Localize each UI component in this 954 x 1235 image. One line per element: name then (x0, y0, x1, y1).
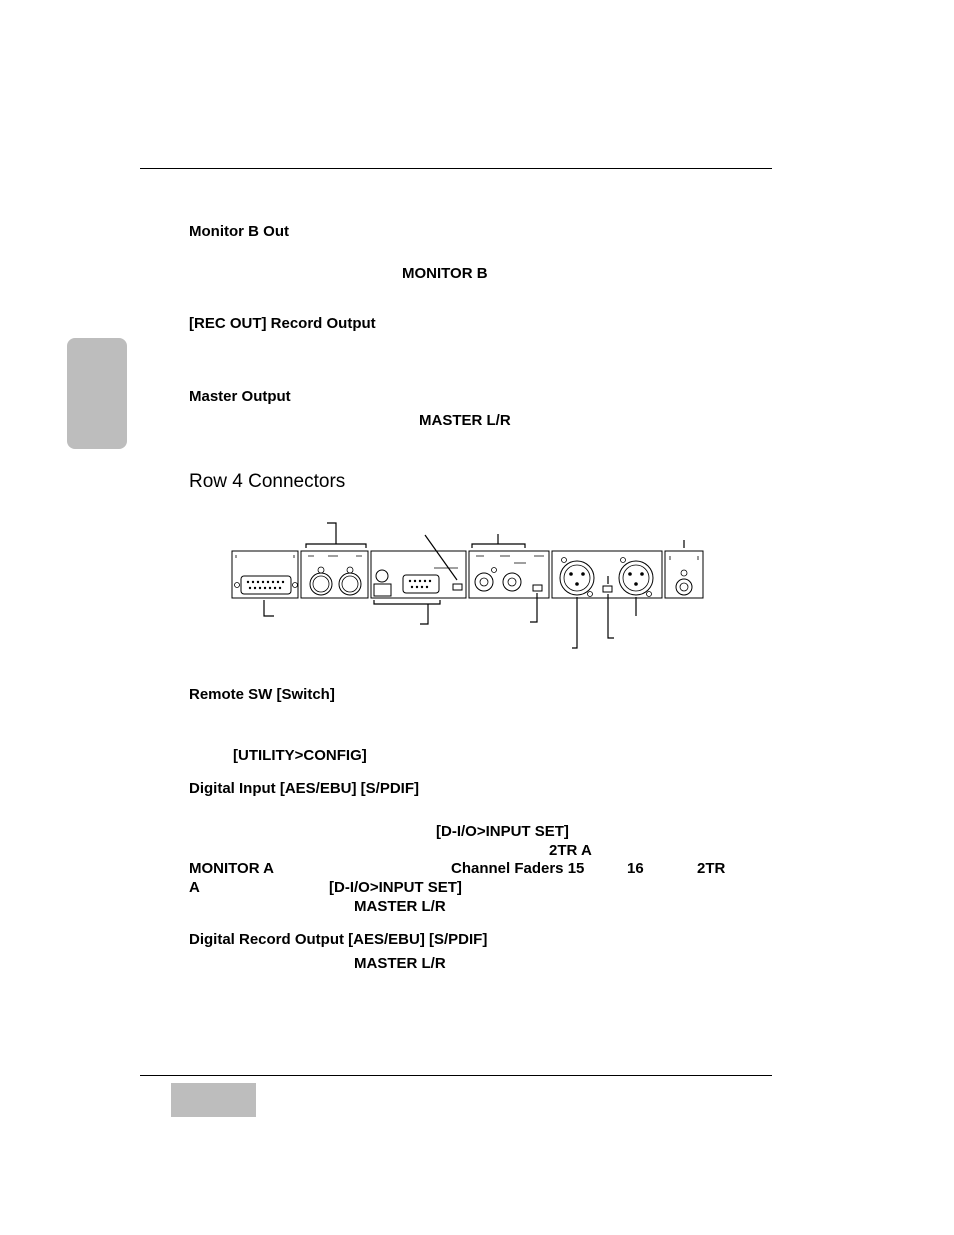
fader-16-term: 16 (627, 860, 644, 877)
a-term: A (189, 879, 200, 896)
mini-din-connector (376, 570, 388, 582)
aes-ebu-in-connector (560, 561, 594, 595)
header-rule (140, 168, 772, 169)
2tr-term: 2TR (697, 860, 726, 877)
coax-switch (533, 585, 542, 591)
rs422-switch (453, 584, 462, 590)
master-lr-term: MASTER L/R (419, 412, 511, 429)
monitor-b-term: MONITOR B (402, 265, 488, 282)
row4-connector-diagram (228, 518, 708, 653)
row4-connectors-heading: Row 4 Connectors (189, 471, 346, 492)
utility-config-term: [UTILITY>CONFIG] (233, 747, 367, 764)
spdif-in-connector (475, 573, 493, 591)
page-number-box (171, 1083, 256, 1117)
spdif-out-connector (503, 573, 521, 591)
2tr-a-term: 2TR A (549, 842, 592, 859)
monitor-a-term: MONITOR A (189, 860, 274, 877)
channel-faders-term: Channel Faders 15 (451, 860, 585, 877)
master-lr-term-3: MASTER L/R (354, 955, 446, 972)
monitor-b-out-heading: Monitor B Out (189, 223, 289, 240)
rec-out-heading: [REC OUT] Record Output (189, 315, 376, 332)
master-lr-term-2: MASTER L/R (354, 898, 446, 915)
dio-input-set-term-2: [D-I/O>INPUT SET] (329, 879, 462, 896)
footer-rule (140, 1075, 772, 1076)
digital-record-output-heading: Digital Record Output [AES/EBU] [S/PDIF] (189, 931, 488, 948)
rs422-dsub-connector (403, 575, 439, 593)
remote-sw-heading: Remote SW [Switch] (189, 686, 335, 703)
master-output-heading: Master Output (189, 388, 291, 405)
remote-dsub-connector (241, 576, 291, 594)
digital-input-heading: Digital Input [AES/EBU] [S/PDIF] (189, 780, 419, 797)
remote-sw-jack (676, 579, 692, 595)
aes-ebu-out-connector (619, 561, 653, 595)
aes-ebu-switch (603, 586, 612, 592)
chapter-side-tab (67, 338, 127, 449)
dio-input-set-term: [D-I/O>INPUT SET] (436, 823, 569, 840)
